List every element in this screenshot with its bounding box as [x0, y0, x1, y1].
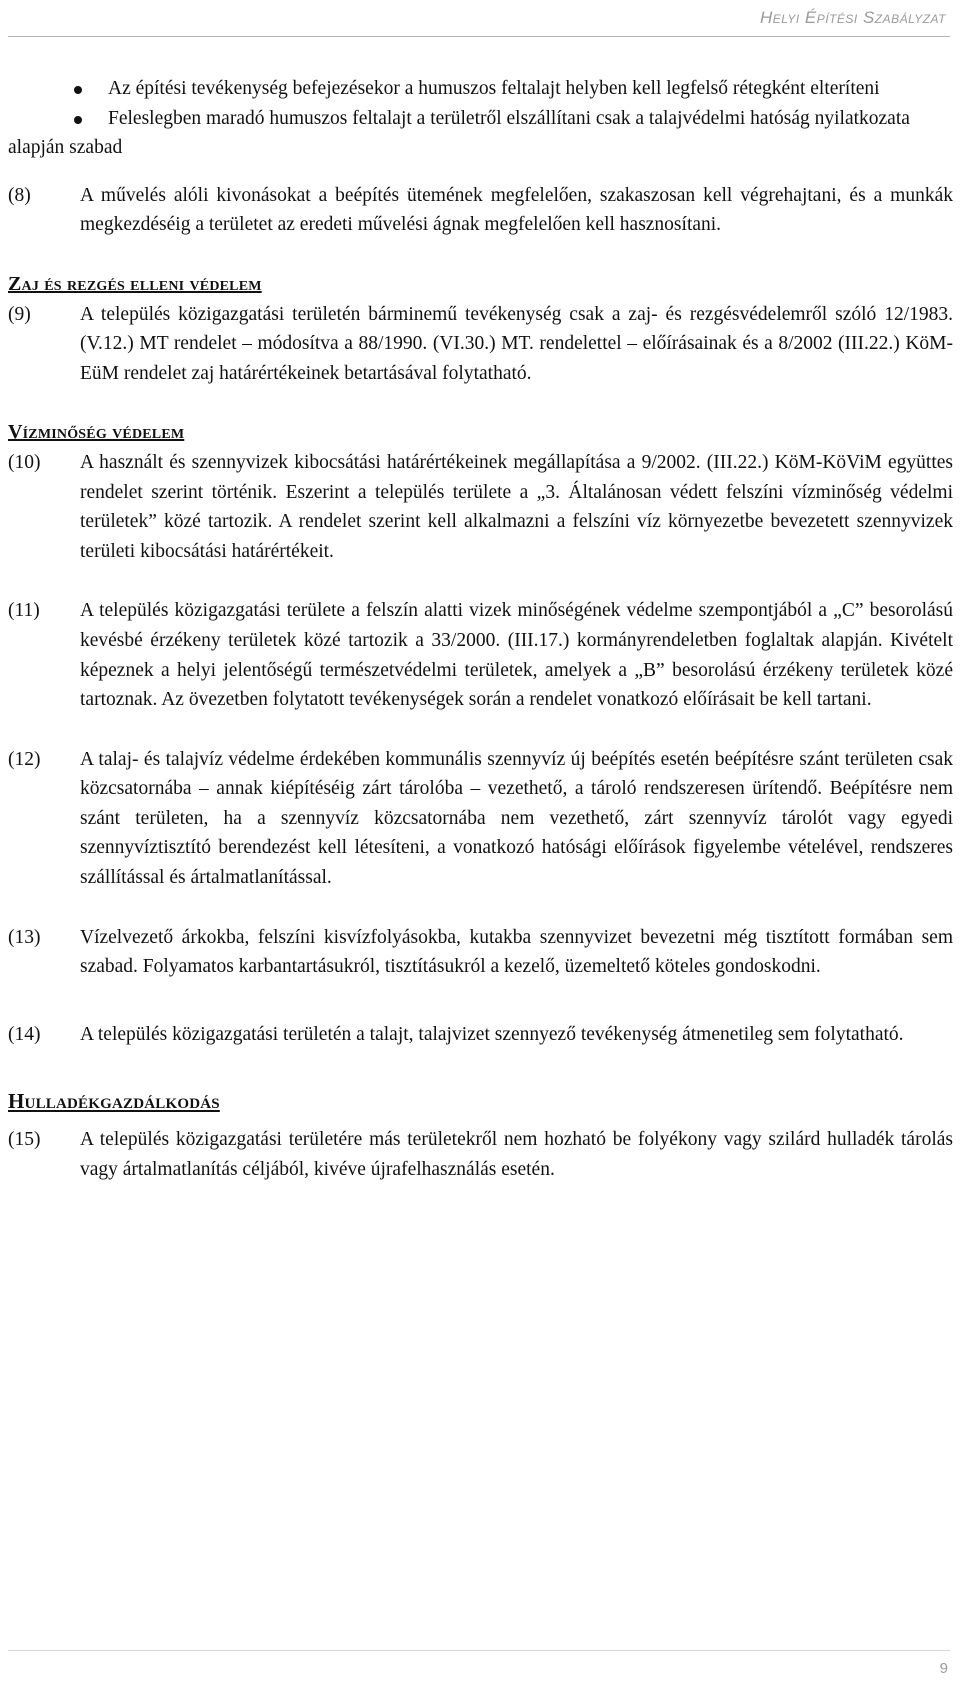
page-number: 9	[939, 1660, 948, 1677]
paragraph-number: (12)	[8, 748, 41, 770]
bullet-text: Az építési tevékenység befejezésekor a humuszos feltalajt helyben kell legfelső rétegként elteríteni	[108, 78, 880, 99]
bullet-text: Feleslegben maradó humuszos feltalajt a területről elszállítani csak a talajvédelmi hatóság nyilatkozata alapján szabad	[8, 107, 910, 159]
paragraph-10	[8, 448, 953, 566]
paragraph-text: A talaj- és talajvíz védelme érdekében kommunális szennyvíz új beépítés esetén beépítésre szánt területen csak közcsatornába – annak kiépítéséig zárt tárolóba – vezethető, a tároló rendszeresen ürítendő. Beépítésre nem szánt területen, ha a szennyvíz közcsatornába nem vezethető, zárt szennyvíz tárolót vagy egyedi szennyvíztisztító berendezést kell létesíteni, a vonatkozó hatósági előírások figyelembe vételével, rendszeres szállítással és ártalmatlanítással.	[80, 748, 953, 889]
paragraph-text: Vízelvezető árkokba, felszíni kisvízfolyásokba, kutakba szennyvizet bevezetni még tisztított formában sem szabad. Folyamatos karbantartásukról, tisztításukról a kezelő, üzemeltető köteles gondoskodni.	[80, 926, 953, 978]
paragraph-number: (8)	[8, 184, 31, 206]
paragraph-text: A használt és szennyvizek kibocsátási határértékeinek megállapítása a 9/2002. (III.22.) KöM-KöViM együttes rendelet szerint történik. Eszerint a település területe a „3. Általánosan védett felszíni vízminőség védelmi területek” közé tartozik. A rendelet szerint kell alkalmazni a felszíni víz környezetbe bevezetett szennyvizek területi kibocsátási határértékeit.	[80, 451, 953, 562]
paragraph-9	[8, 300, 953, 389]
document-header-title: Helyi Építési Szabályzat	[759, 8, 946, 27]
section-heading-waste-management: Hulladékgazdálkodás	[8, 1089, 220, 1114]
paragraph-number: (9)	[8, 303, 31, 325]
bullet-icon	[74, 116, 82, 124]
footer-divider	[8, 1650, 950, 1651]
paragraph-number: (11)	[8, 600, 40, 622]
paragraph-12	[8, 745, 953, 893]
paragraph-number: (15)	[8, 1129, 41, 1151]
paragraph-text: A település közigazgatási területe a felszín alatti vizek minőségének védelme szempontjából a „C” besorolású kevésbé érzékeny területek közé tartozik a 33/2000. (III.17.) kormányrendeletben foglaltak alapján. Kivételt képeznek a helyi jelentőségű természetvédelmi területek, amelyek a „B” besorolású érzékeny területek közé tartoznak. Az övezetben folytatott tevékenységek során a rendelet vonatkozó előírásait be kell tartani.	[80, 600, 953, 711]
bullet-item	[8, 74, 953, 104]
paragraph-text: A település közigazgatási területén a talajt, talajvizet szennyező tevékenység átmenetileg sem folytatható.	[80, 1023, 904, 1045]
bullet-item	[8, 104, 953, 163]
paragraph-11	[8, 596, 953, 714]
paragraph-13	[8, 923, 953, 982]
paragraph-14	[8, 1020, 953, 1050]
bullet-icon	[74, 86, 82, 94]
paragraph-text: A település közigazgatási területén bárminemű tevékenység csak a zaj- és rezgésvédelemről szóló 12/1983. (V.12.) MT rendelet – módosítva a 88/1990. (VI.30.) MT. rendelettel – előírásainak és a 8/2002 (III.22.) KöM-EüM rendelet zaj határértékeinek betartásával folytatható.	[80, 303, 953, 384]
section-heading-noise-vibration: Zaj és rezgés elleni védelem	[8, 272, 262, 295]
section-heading-water-quality: Vízminőség védelem	[8, 421, 185, 444]
paragraph-text: A település közigazgatási területére más területekről nem hozható be folyékony vagy szilárd hulladék tárolás vagy ártalmatlanítás céljából, kivéve újrafelhasználás esetén.	[80, 1129, 953, 1180]
paragraph-8	[8, 181, 953, 240]
paragraph-15	[8, 1125, 953, 1184]
document-body	[8, 74, 953, 1184]
paragraph-number: (14)	[8, 1023, 41, 1045]
paragraph-number: (10)	[8, 451, 41, 473]
paragraph-number: (13)	[8, 926, 41, 948]
paragraph-text: A művelés alóli kivonásokat a beépítés ütemének megfelelően, szakaszosan kell végrehajtani, és a munkák megkezdéséig a területet az eredeti művelési ágnak megfelelően kell hasznosítani.	[80, 184, 953, 236]
header-divider	[8, 36, 950, 37]
